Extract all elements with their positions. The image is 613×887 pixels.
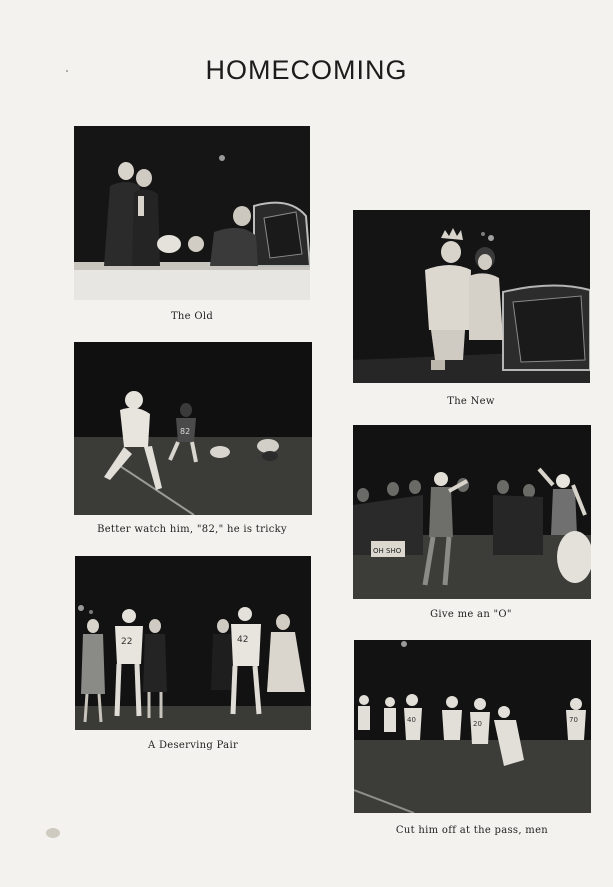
photo-football-play bbox=[354, 640, 591, 813]
caption-better-watch-him: Better watch him, "82," he is tricky bbox=[97, 524, 287, 535]
photo-deserving-pair bbox=[75, 556, 311, 730]
svg-text:82: 82 bbox=[180, 427, 191, 436]
page-title: HOMECOMING bbox=[205, 55, 408, 85]
caption-cut-him-off: Cut him off at the pass, men bbox=[395, 825, 549, 836]
jersey-22: 22 bbox=[121, 637, 133, 647]
jersey-42: 42 bbox=[237, 635, 249, 645]
paper-speck bbox=[46, 828, 60, 838]
photo-the-new bbox=[353, 210, 590, 383]
caption-the-new: The New bbox=[447, 396, 495, 407]
caption-give-me-an-o: Give me an "O" bbox=[430, 609, 512, 620]
photo-football-runner bbox=[74, 342, 312, 515]
photo-the-old bbox=[74, 126, 310, 300]
caption-the-old: The Old bbox=[170, 311, 214, 322]
jersey-20: 20 bbox=[473, 720, 482, 728]
caption-deserving-pair: A Deserving Pair bbox=[147, 740, 239, 751]
photo-cheerleaders bbox=[353, 425, 591, 599]
paper-speck bbox=[66, 70, 68, 72]
sign-text: OH SHO bbox=[373, 547, 402, 555]
jersey-70: 70 bbox=[569, 716, 578, 724]
jersey-40: 40 bbox=[407, 716, 416, 724]
